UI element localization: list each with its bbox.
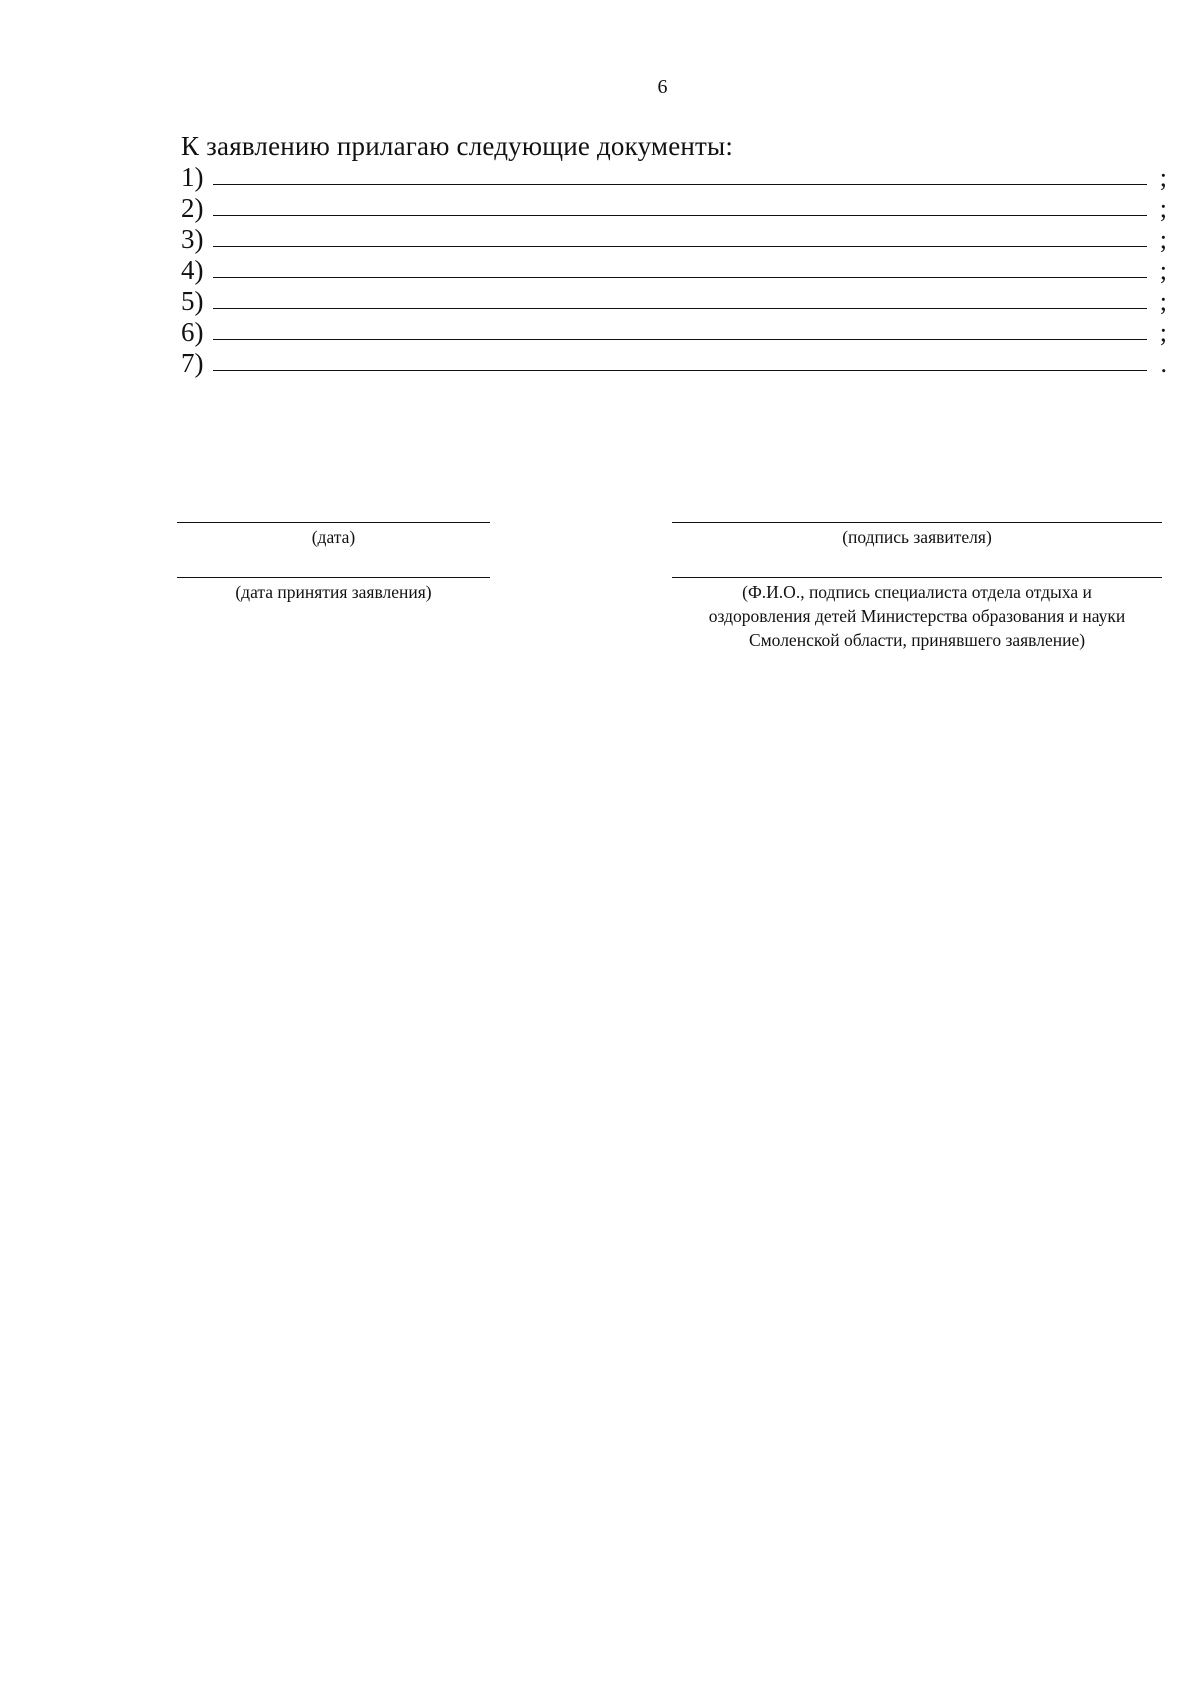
specialist-signature-label xyxy=(660,580,1174,652)
applicant-signature-line[interactable] xyxy=(672,522,1162,523)
attachment-number: 3) xyxy=(181,224,204,254)
date-label: (дата) xyxy=(311,527,356,547)
attachment-punctuation: ; xyxy=(1159,225,1167,254)
attachment-row-4 xyxy=(181,255,1171,286)
attachments-list xyxy=(181,162,1171,379)
specialist-signature-line[interactable] xyxy=(672,577,1162,578)
applicant-signature-label: (подпись заявителя) xyxy=(842,527,992,547)
attachment-punctuation: ; xyxy=(1159,163,1167,192)
attachment-blank-line[interactable] xyxy=(213,370,1147,371)
attachment-number: 4) xyxy=(181,255,204,285)
acceptance-date-line[interactable] xyxy=(177,577,490,578)
attachment-punctuation: ; xyxy=(1159,318,1167,347)
attachment-number: 5) xyxy=(181,286,204,316)
attachment-number: 6) xyxy=(181,317,204,347)
attachment-blank-line[interactable] xyxy=(213,339,1147,340)
attachment-blank-line[interactable] xyxy=(213,277,1147,278)
attachment-blank-line[interactable] xyxy=(213,215,1147,216)
attachments-heading: К заявлению прилагаю следующие документы: xyxy=(181,131,734,161)
attachment-number: 7) xyxy=(181,348,204,378)
attachment-row-5 xyxy=(181,286,1171,317)
attachment-blank-line[interactable] xyxy=(213,184,1147,185)
attachment-punctuation: ; xyxy=(1159,256,1167,285)
attachment-row-7 xyxy=(181,348,1171,379)
page-number: 6 xyxy=(657,76,668,98)
attachment-number: 2) xyxy=(181,193,204,223)
specialist-label-line-3: Смоленской области, принявшего заявление) xyxy=(748,630,1086,650)
attachment-punctuation: ; xyxy=(1159,287,1167,316)
date-signature-line[interactable] xyxy=(177,522,490,523)
attachment-punctuation: . xyxy=(1160,349,1167,378)
specialist-label-line-2: оздоровления детей Министерства образования и науки xyxy=(708,606,1126,626)
acceptance-date-label: (дата принятия заявления) xyxy=(235,582,432,602)
attachment-row-1 xyxy=(181,162,1171,193)
attachment-number: 1) xyxy=(181,162,204,192)
attachment-blank-line[interactable] xyxy=(213,246,1147,247)
attachment-row-6 xyxy=(181,317,1171,348)
attachment-blank-line[interactable] xyxy=(213,308,1147,309)
attachment-row-3 xyxy=(181,224,1171,255)
attachment-row-2 xyxy=(181,193,1171,224)
attachment-punctuation: ; xyxy=(1159,194,1167,223)
specialist-label-line-1: (Ф.И.О., подпись специалиста отдела отдыха и xyxy=(742,582,1092,602)
